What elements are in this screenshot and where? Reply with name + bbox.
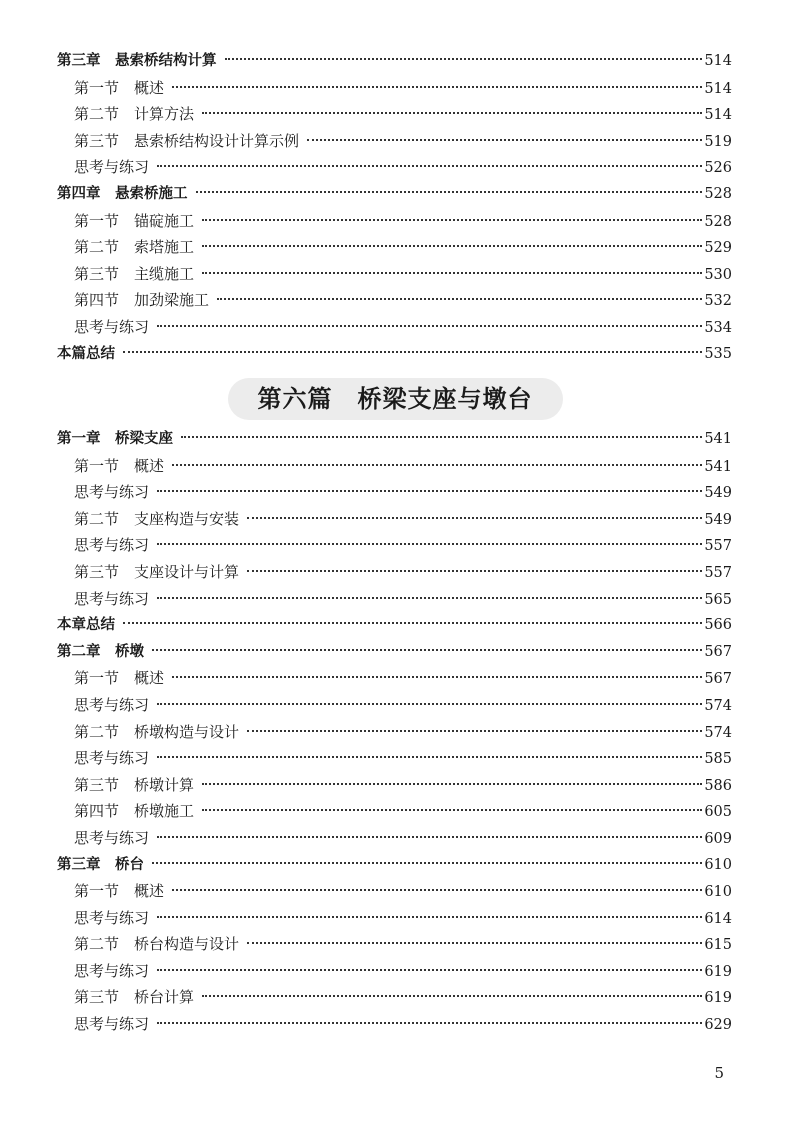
toc-list-part5 bbox=[57, 48, 732, 367]
toc-section-entry[interactable] bbox=[57, 798, 732, 825]
toc-entry-page: 565 bbox=[704, 591, 732, 608]
toc-section-entry[interactable] bbox=[57, 719, 732, 746]
toc-chapter-entry[interactable] bbox=[57, 852, 732, 879]
toc-entry-title: 第三节 支座设计与计算 bbox=[74, 562, 240, 581]
toc-entry-title: 第三节 桥墩计算 bbox=[74, 775, 195, 794]
toc-chapter-entry[interactable] bbox=[57, 426, 732, 453]
toc-entry-title: 思考与练习 bbox=[74, 483, 150, 502]
part-title: 第六篇 桥梁支座与墩台 bbox=[228, 378, 563, 420]
toc-entry-page: 567 bbox=[704, 643, 732, 660]
toc-entry-page: 615 bbox=[704, 937, 732, 954]
toc-entry-title: 本章总结 bbox=[57, 617, 115, 634]
toc-section-entry[interactable] bbox=[57, 314, 732, 341]
toc-entry-page: 619 bbox=[704, 990, 732, 1007]
dot-leader bbox=[157, 703, 702, 705]
toc-entry-page: 528 bbox=[704, 213, 732, 230]
toc-section-entry[interactable] bbox=[57, 154, 732, 181]
dot-leader bbox=[157, 490, 702, 492]
toc-entry-page: 586 bbox=[704, 777, 732, 794]
toc-section-entry[interactable] bbox=[57, 532, 732, 559]
toc-section-entry[interactable] bbox=[57, 745, 732, 772]
toc-entry-page: 514 bbox=[704, 80, 732, 97]
toc-section-entry[interactable] bbox=[57, 75, 732, 102]
dot-leader bbox=[157, 916, 702, 918]
toc-section-entry[interactable] bbox=[57, 1011, 732, 1038]
toc-entry-page: 530 bbox=[704, 266, 732, 283]
toc-section-entry[interactable] bbox=[57, 287, 732, 314]
dot-leader bbox=[157, 543, 702, 545]
toc-section-entry[interactable] bbox=[57, 101, 732, 128]
toc-entry-page: 609 bbox=[704, 830, 732, 847]
toc-chapter-entry[interactable] bbox=[57, 48, 732, 75]
toc-entry-title: 第三章 悬索桥结构计算 bbox=[57, 53, 217, 69]
toc-entry-title: 第二节 计算方法 bbox=[74, 105, 195, 124]
dot-leader bbox=[152, 649, 702, 651]
toc-entry-title: 第一节 概述 bbox=[74, 456, 165, 475]
toc-section-entry[interactable] bbox=[57, 586, 732, 613]
toc-entry-page: 610 bbox=[704, 884, 732, 901]
toc-entry-page: 534 bbox=[704, 319, 732, 336]
toc-entry-page: 541 bbox=[704, 431, 732, 447]
toc-entry-title: 第四章 悬索桥施工 bbox=[57, 185, 188, 202]
toc-entry-page: 557 bbox=[704, 538, 732, 555]
toc-entry-title: 思考与练习 bbox=[74, 828, 150, 847]
toc-section-entry[interactable] bbox=[57, 825, 732, 852]
dot-leader bbox=[172, 676, 702, 678]
toc-entry-title: 思考与练习 bbox=[74, 589, 150, 608]
dot-leader bbox=[157, 969, 702, 971]
toc-entry-title: 思考与练习 bbox=[74, 695, 150, 714]
toc-entry-title: 第一节 概述 bbox=[74, 882, 165, 901]
dot-leader bbox=[247, 730, 702, 732]
toc-entry-title: 第一节 概述 bbox=[74, 78, 165, 97]
toc-entry-title: 第四节 桥墩施工 bbox=[74, 802, 195, 821]
toc-chapter-entry[interactable] bbox=[57, 181, 732, 208]
toc-entry-page: 614 bbox=[704, 910, 732, 927]
toc-section-entry[interactable] bbox=[57, 559, 732, 586]
toc-section-entry[interactable] bbox=[57, 453, 732, 480]
toc-chapter-entry[interactable] bbox=[57, 341, 732, 368]
dot-leader bbox=[157, 165, 702, 167]
dot-leader bbox=[202, 809, 702, 811]
toc-entry-title: 第二节 桥台构造与设计 bbox=[74, 935, 240, 954]
dot-leader bbox=[157, 1022, 702, 1024]
toc-entry-title: 思考与练习 bbox=[74, 749, 150, 768]
toc-section-entry[interactable] bbox=[57, 261, 732, 288]
toc-section-entry[interactable] bbox=[57, 772, 732, 799]
dot-leader bbox=[181, 436, 702, 438]
toc-entry-title: 本篇总结 bbox=[57, 345, 115, 362]
dot-leader bbox=[217, 298, 702, 300]
dot-leader bbox=[157, 756, 702, 758]
toc-entry-page: 549 bbox=[704, 511, 732, 528]
toc-section-entry[interactable] bbox=[57, 931, 732, 958]
toc-entry-page: 514 bbox=[704, 107, 732, 124]
toc-entry-page: 532 bbox=[704, 293, 732, 310]
dot-leader bbox=[202, 995, 702, 997]
toc-entry-title: 第二节 索塔施工 bbox=[74, 238, 195, 257]
dot-leader bbox=[202, 783, 702, 785]
toc-entry-title: 思考与练习 bbox=[74, 1015, 150, 1034]
dot-leader bbox=[202, 245, 702, 247]
toc-entry-title: 第三章 桥台 bbox=[57, 856, 144, 873]
toc-section-entry[interactable] bbox=[57, 665, 732, 692]
dot-leader bbox=[157, 325, 702, 327]
toc-section-entry[interactable] bbox=[57, 878, 732, 905]
dot-leader bbox=[157, 597, 702, 599]
dot-leader bbox=[307, 139, 702, 141]
toc-entry-page: 557 bbox=[704, 564, 732, 581]
dot-leader bbox=[202, 219, 702, 221]
dot-leader bbox=[123, 351, 702, 353]
dot-leader bbox=[123, 622, 702, 624]
toc-entry-page: 567 bbox=[704, 671, 732, 688]
toc-entry-title: 第四节 加劲梁施工 bbox=[74, 291, 210, 310]
toc-entry-page: 541 bbox=[704, 458, 732, 475]
toc-entry-page: 574 bbox=[704, 697, 732, 714]
dot-leader bbox=[202, 112, 702, 114]
toc-section-entry[interactable] bbox=[57, 905, 732, 932]
dot-leader bbox=[152, 862, 702, 864]
toc-entry-page: 514 bbox=[704, 53, 732, 69]
toc-entry-page: 519 bbox=[704, 133, 732, 150]
toc-entry-page: 528 bbox=[704, 185, 732, 202]
dot-leader bbox=[172, 464, 702, 466]
toc-entry-page: 610 bbox=[704, 856, 732, 873]
toc-entry-title: 第一节 锚碇施工 bbox=[74, 211, 195, 230]
toc-section-entry[interactable] bbox=[57, 128, 732, 155]
toc-section-entry[interactable] bbox=[57, 479, 732, 506]
dot-leader bbox=[247, 570, 702, 572]
part-title-banner bbox=[0, 378, 790, 420]
toc-chapter-entry[interactable] bbox=[57, 639, 732, 666]
toc-entry-page: 585 bbox=[704, 751, 732, 768]
toc-entry-page: 566 bbox=[704, 617, 732, 634]
toc-entry-title: 第一节 概述 bbox=[74, 669, 165, 688]
page-number: 5 bbox=[714, 1064, 724, 1082]
toc-entry-title: 第二章 桥墩 bbox=[57, 643, 144, 660]
toc-section-entry[interactable] bbox=[57, 506, 732, 533]
toc-chapter-entry[interactable] bbox=[57, 612, 732, 639]
toc-entry-page: 574 bbox=[704, 724, 732, 741]
toc-entry-page: 605 bbox=[704, 804, 732, 821]
dot-leader bbox=[225, 58, 703, 60]
toc-entry-page: 526 bbox=[704, 160, 732, 177]
toc-section-entry[interactable] bbox=[57, 208, 732, 235]
toc-section-entry[interactable] bbox=[57, 958, 732, 985]
toc-section-entry[interactable] bbox=[57, 234, 732, 261]
toc-entry-title: 第二节 桥墩构造与设计 bbox=[74, 722, 240, 741]
toc-entry-page: 535 bbox=[704, 345, 732, 362]
dot-leader bbox=[172, 889, 702, 891]
dot-leader bbox=[247, 517, 702, 519]
toc-entry-title: 思考与练习 bbox=[74, 961, 150, 980]
toc-entry-title: 第三节 桥台计算 bbox=[74, 988, 195, 1007]
toc-entry-title: 思考与练习 bbox=[74, 158, 150, 177]
dot-leader bbox=[172, 86, 702, 88]
toc-entry-title: 思考与练习 bbox=[74, 536, 150, 555]
dot-leader bbox=[157, 836, 702, 838]
toc-entry-title: 第二节 支座构造与安装 bbox=[74, 509, 240, 528]
toc-entry-title: 思考与练习 bbox=[74, 908, 150, 927]
toc-entry-title: 第一章 桥梁支座 bbox=[57, 431, 173, 447]
dot-leader bbox=[202, 272, 702, 274]
toc-entry-page: 619 bbox=[704, 963, 732, 980]
toc-section-entry[interactable] bbox=[57, 692, 732, 719]
dot-leader bbox=[196, 191, 703, 193]
dot-leader bbox=[247, 942, 702, 944]
toc-entry-title: 第三节 主缆施工 bbox=[74, 264, 195, 283]
toc-entry-page: 549 bbox=[704, 485, 732, 502]
toc-entry-title: 第三节 悬索桥结构设计计算示例 bbox=[74, 131, 300, 150]
toc-entry-title: 思考与练习 bbox=[74, 317, 150, 336]
toc-entry-page: 629 bbox=[704, 1017, 732, 1034]
toc-list-part6 bbox=[57, 426, 732, 1038]
toc-entry-page: 529 bbox=[704, 240, 732, 257]
toc-section-entry[interactable] bbox=[57, 984, 732, 1011]
